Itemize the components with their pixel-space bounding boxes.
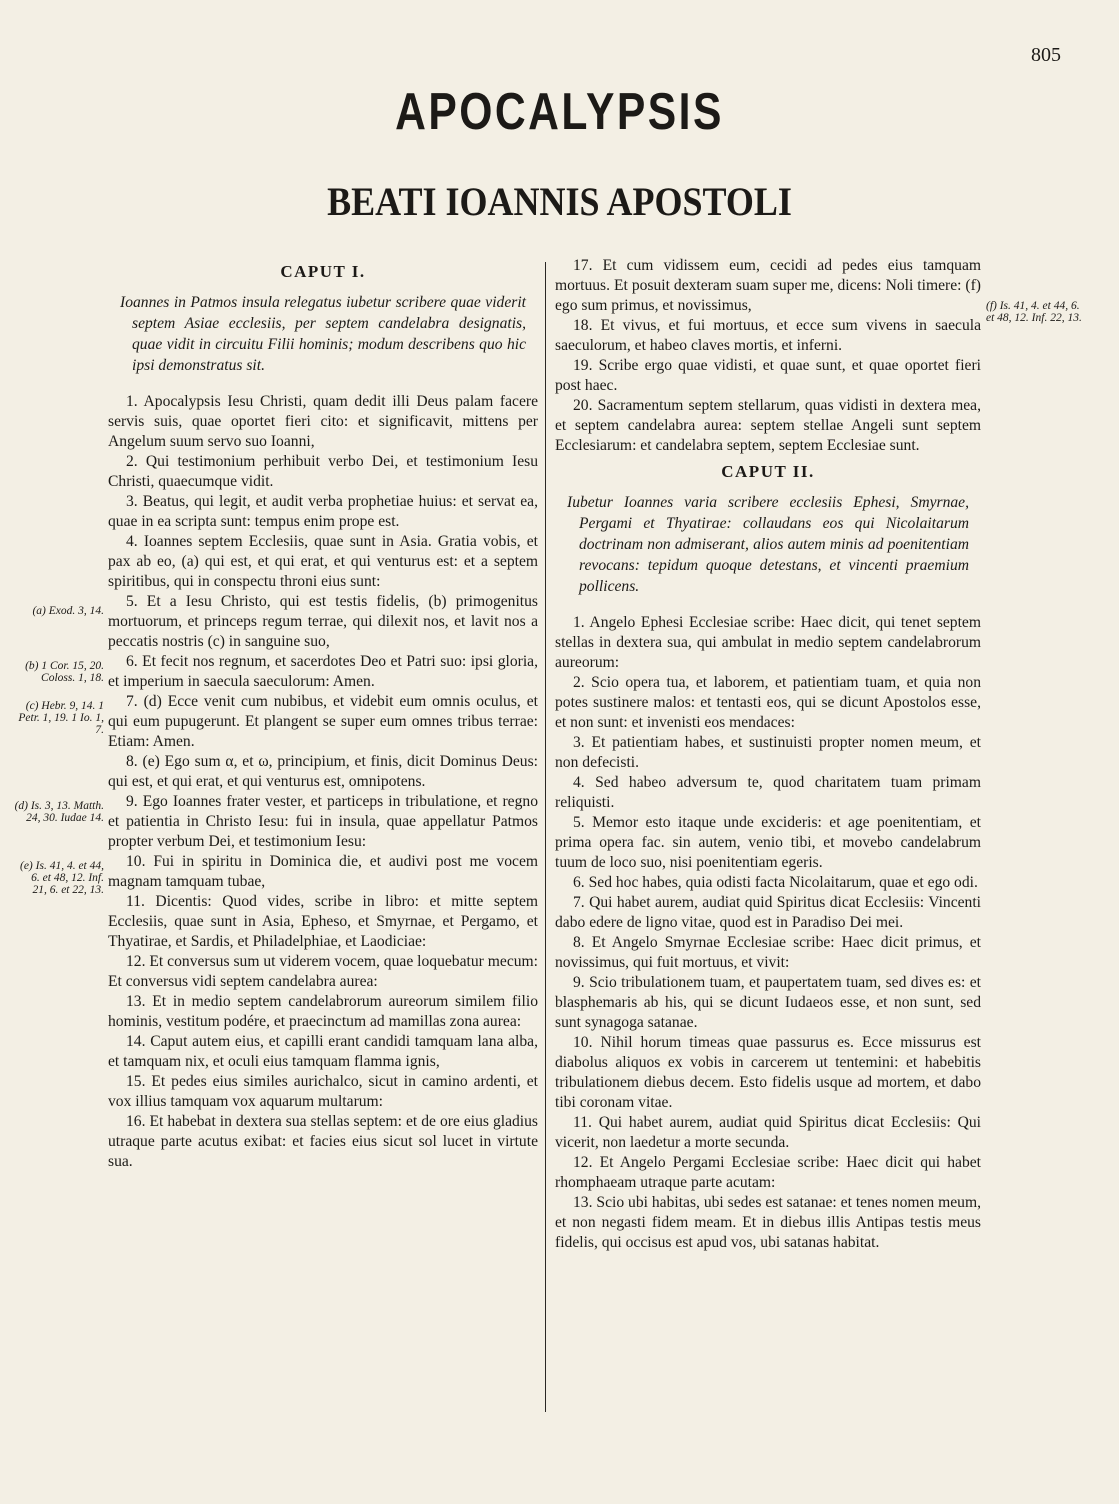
right-column	[555, 256, 981, 1253]
margin-note-e: (e) Is. 41, 4. et 44, 6. et 48, 12. Inf. 21, 6. et 22, 13.	[20, 860, 104, 896]
chapter-summary: Ioannes in Patmos insula relegatus iubetur scribere quae viderit septem Asiae ecclesiis, per septem candelabra designatis, quae vidit in circuitu Filii hominis; modum describens quo hic ipsi demonstratus sit.	[120, 294, 526, 374]
verse: 1. Angelo Ephesi Ecclesiae scribe: Haec dicit, qui tenet septem stellas in dextera sua, qui ambulat in medio septem candelabrorum aureorum:	[555, 614, 981, 671]
verse: 10. Fui in spiritu in Dominica die, et audivi post me vocem magnam tamquam tubae,	[108, 853, 538, 890]
verse: 16. Et habebat in dextera sua stellas septem: et de ore eius gladius utraque parte acutus exibat: et facies eius sicut sol lucet in virtute sua.	[108, 1113, 538, 1170]
verse: 17. Et cum vidissem eum, cecidi ad pedes eius tamquam mortuus. Et posuit dexteram suam super me, dicens: Noli timere: (f) ego sum primus, et novissimus,	[555, 257, 981, 314]
verse-list	[108, 392, 538, 1172]
verse: 5. Memor esto itaque unde excideris: et age poenitentiam, et prima opera fac. sin autem, venio tibi, et movebo candelabrum tuum de loco suo, nisi poenitentiam egeris.	[555, 814, 981, 871]
verse: 2. Qui testimonium perhibuit verbo Dei, et testimonium Iesu Christi, quaecumque vidit.	[108, 453, 538, 490]
verse: 1. Apocalypsis Iesu Christi, quam dedit illi Deus palam facere servis suis, quae oportet fieri cito: et significavit, mittens per Angelum suum servo suo Ioanni,	[108, 393, 538, 450]
left-column	[108, 256, 538, 1172]
verse: 12. Et Angelo Pergami Ecclesiae scribe: Haec dicit qui habet rhomphaeam utraque parte acutam:	[555, 1154, 981, 1191]
book-subtitle: BEATI IOANNIS APOSTOLI	[327, 179, 792, 224]
verse: 14. Caput autem eius, et capilli erant candidi tamquam lana alba, et tamquam nix, et oculi eius tamquam flamma ignis,	[108, 1033, 538, 1070]
margin-note-b: (b) 1 Cor. 15, 20. Coloss. 1, 18.	[25, 660, 104, 684]
verse: 12. Et conversus sum ut viderem vocem, quae loquebatur mecum: Et conversus vidi septem candelabra aurea:	[108, 953, 538, 990]
verse: 4. Ioannes septem Ecclesiis, quae sunt in Asia. Gratia vobis, et pax ab eo, (a) qui est, et qui erat, et qui venturus est: et a septem spiritibus, qui in conspectu throni eius sunt:	[108, 533, 538, 590]
verse: 10. Nihil horum timeas quae passurus es. Ecce missurus est diabolus aliquos ex vobis in carcerem ut tentemini: et habebitis tribulationem diebus decem. Esto fidelis usque ad mortem, et dabo tibi coronam vitae.	[555, 1034, 981, 1111]
column-divider	[545, 262, 546, 1412]
verse: 6. Sed hoc habes, quia odisti facta Nicolaitarum, quae et ego odi.	[573, 874, 978, 891]
verse: 6. Et fecit nos regnum, et sacerdotes Deo et Patri suo: ipsi gloria, et imperium in saecula saeculorum: Amen.	[108, 653, 538, 690]
verse: 11. Dicentis: Quod vides, scribe in libro: et mitte septem Ecclesiis, quae sunt in Asia, Epheso, et Smyrnae, et Pergamo, et Thyatirae, et Sardis, et Philadelphiae, et Laodiciae:	[108, 893, 538, 950]
margin-note-f: (f) Is. 41, 4. et 44, 6. et 48, 12. Inf. 22, 13.	[986, 300, 1082, 324]
verse: 9. Scio tribulationem tuam, et paupertatem tuam, sed dives es: et blasphemaris ab his, qui se dicunt Iudaeos esse, et non sunt, sed sunt synagoga satanae.	[555, 974, 981, 1031]
book-title: APOCALYPSIS	[395, 83, 724, 141]
verse: 5. Et a Iesu Christo, qui est testis fidelis, (b) primogenitus mortuorum, et princeps regum terrae, qui dilexit nos, et lavit nos a peccatis nostris (c) in sanguine suo,	[108, 593, 538, 650]
verse: 7. Qui habet aurem, audiat quid Spiritus dicat Ecclesiis: Vincenti dabo edere de ligno vitae, quod est in Paradiso Dei mei.	[555, 894, 981, 931]
verse: 3. Et patientiam habes, et sustinuisti propter nomen meum, et non defecisti.	[555, 734, 981, 771]
verse-list	[555, 613, 981, 1253]
verse: 20. Sacramentum septem stellarum, quas vidisti in dextera mea, et septem candelabra aurea: septem stellae Angeli sunt septem Ecclesiarum: et candelabra septem, septem Ecclesiae sunt.	[555, 397, 981, 454]
verse: 8. (e) Ego sum α, et ω, principium, et finis, dicit Dominus Deus: qui est, et qui erat, et qui venturus est, omnipotens.	[108, 753, 538, 790]
verse: 19. Scribe ergo quae vidisti, et quae sunt, et quae oportet fieri post haec.	[555, 357, 981, 394]
verse: 3. Beatus, qui legit, et audit verba prophetiae huius: et servat ea, quae in ea scripta sunt: tempus enim prope est.	[108, 493, 538, 530]
verse-list	[555, 256, 981, 456]
verse: 7. (d) Ecce venit cum nubibus, et videbit eum omnis oculus, et qui eum pupugerunt. Et plangent se super eum omnes tribus terrae: Etiam: Amen.	[108, 693, 538, 750]
verse: 18. Et vivus, et fui mortuus, et ecce sum vivens in saecula saeculorum, et habeo claves mortis, et inferni.	[555, 317, 981, 354]
verse: 2. Scio opera tua, et laborem, et patientiam tuam, et quia non potes sustinere malos: et tentasti eos, qui se dicunt Apostolos esse, et non sunt: et invenisti eos mendaces:	[555, 674, 981, 731]
verse: 4. Sed habeo adversum te, quod charitatem tuam primam reliquisti.	[555, 774, 981, 811]
chapter-heading: CAPUT I.	[280, 262, 366, 281]
margin-note-c: (c) Hebr. 9, 14. 1 Petr. 1, 19. 1 Io. 1, 7.	[18, 700, 104, 736]
margin-note-a: (a) Exod. 3, 14.	[32, 605, 104, 617]
verse: 13. Scio ubi habitas, ubi sedes est satanae: et tenes nomen meum, et non negasti fidem meam. Et in diebus illis Antipas testis meus fidelis, qui occisus est apud vos, ubi satanas habitat.	[555, 1194, 981, 1251]
verse: 11. Qui habet aurem, audiat quid Spiritus dicat Ecclesiis: Qui vicerit, non laedetur a morte secunda.	[555, 1114, 981, 1151]
chapter-heading: CAPUT II.	[721, 462, 815, 481]
margin-note-d: (d) Is. 3, 13. Matth. 24, 30. Iudae 14.	[14, 800, 104, 824]
verse: 13. Et in medio septem candelabrorum aureorum similem filio hominis, vestitum podére, et praecinctum ad mamillas zona aurea:	[108, 993, 538, 1030]
page-number: 805	[1031, 44, 1061, 66]
chapter-summary: Iubetur Ioannes varia scribere ecclesiis Ephesi, Smyrnae, Pergami et Thyatirae: collaudans eos qui Nicolaitarum doctrinam non admiserant, alios autem minis ad poenitentiam revocans: tepidum quoque detestans, et vincenti praemium pollicens.	[567, 494, 969, 595]
verse: 9. Ego Ioannes frater vester, et particeps in tribulatione, et regno et patientia in Christo Iesu: fui in insula, quae appellatur Patmos propter verbum Dei, et testimonium Iesu:	[108, 793, 538, 850]
verse: 15. Et pedes eius similes aurichalco, sicut in camino ardenti, et vox illius tamquam vox aquarum multarum:	[108, 1073, 538, 1110]
verse: 8. Et Angelo Smyrnae Ecclesiae scribe: Haec dicit primus, et novissimus, qui fuit mortuus, et vivit:	[555, 934, 981, 971]
